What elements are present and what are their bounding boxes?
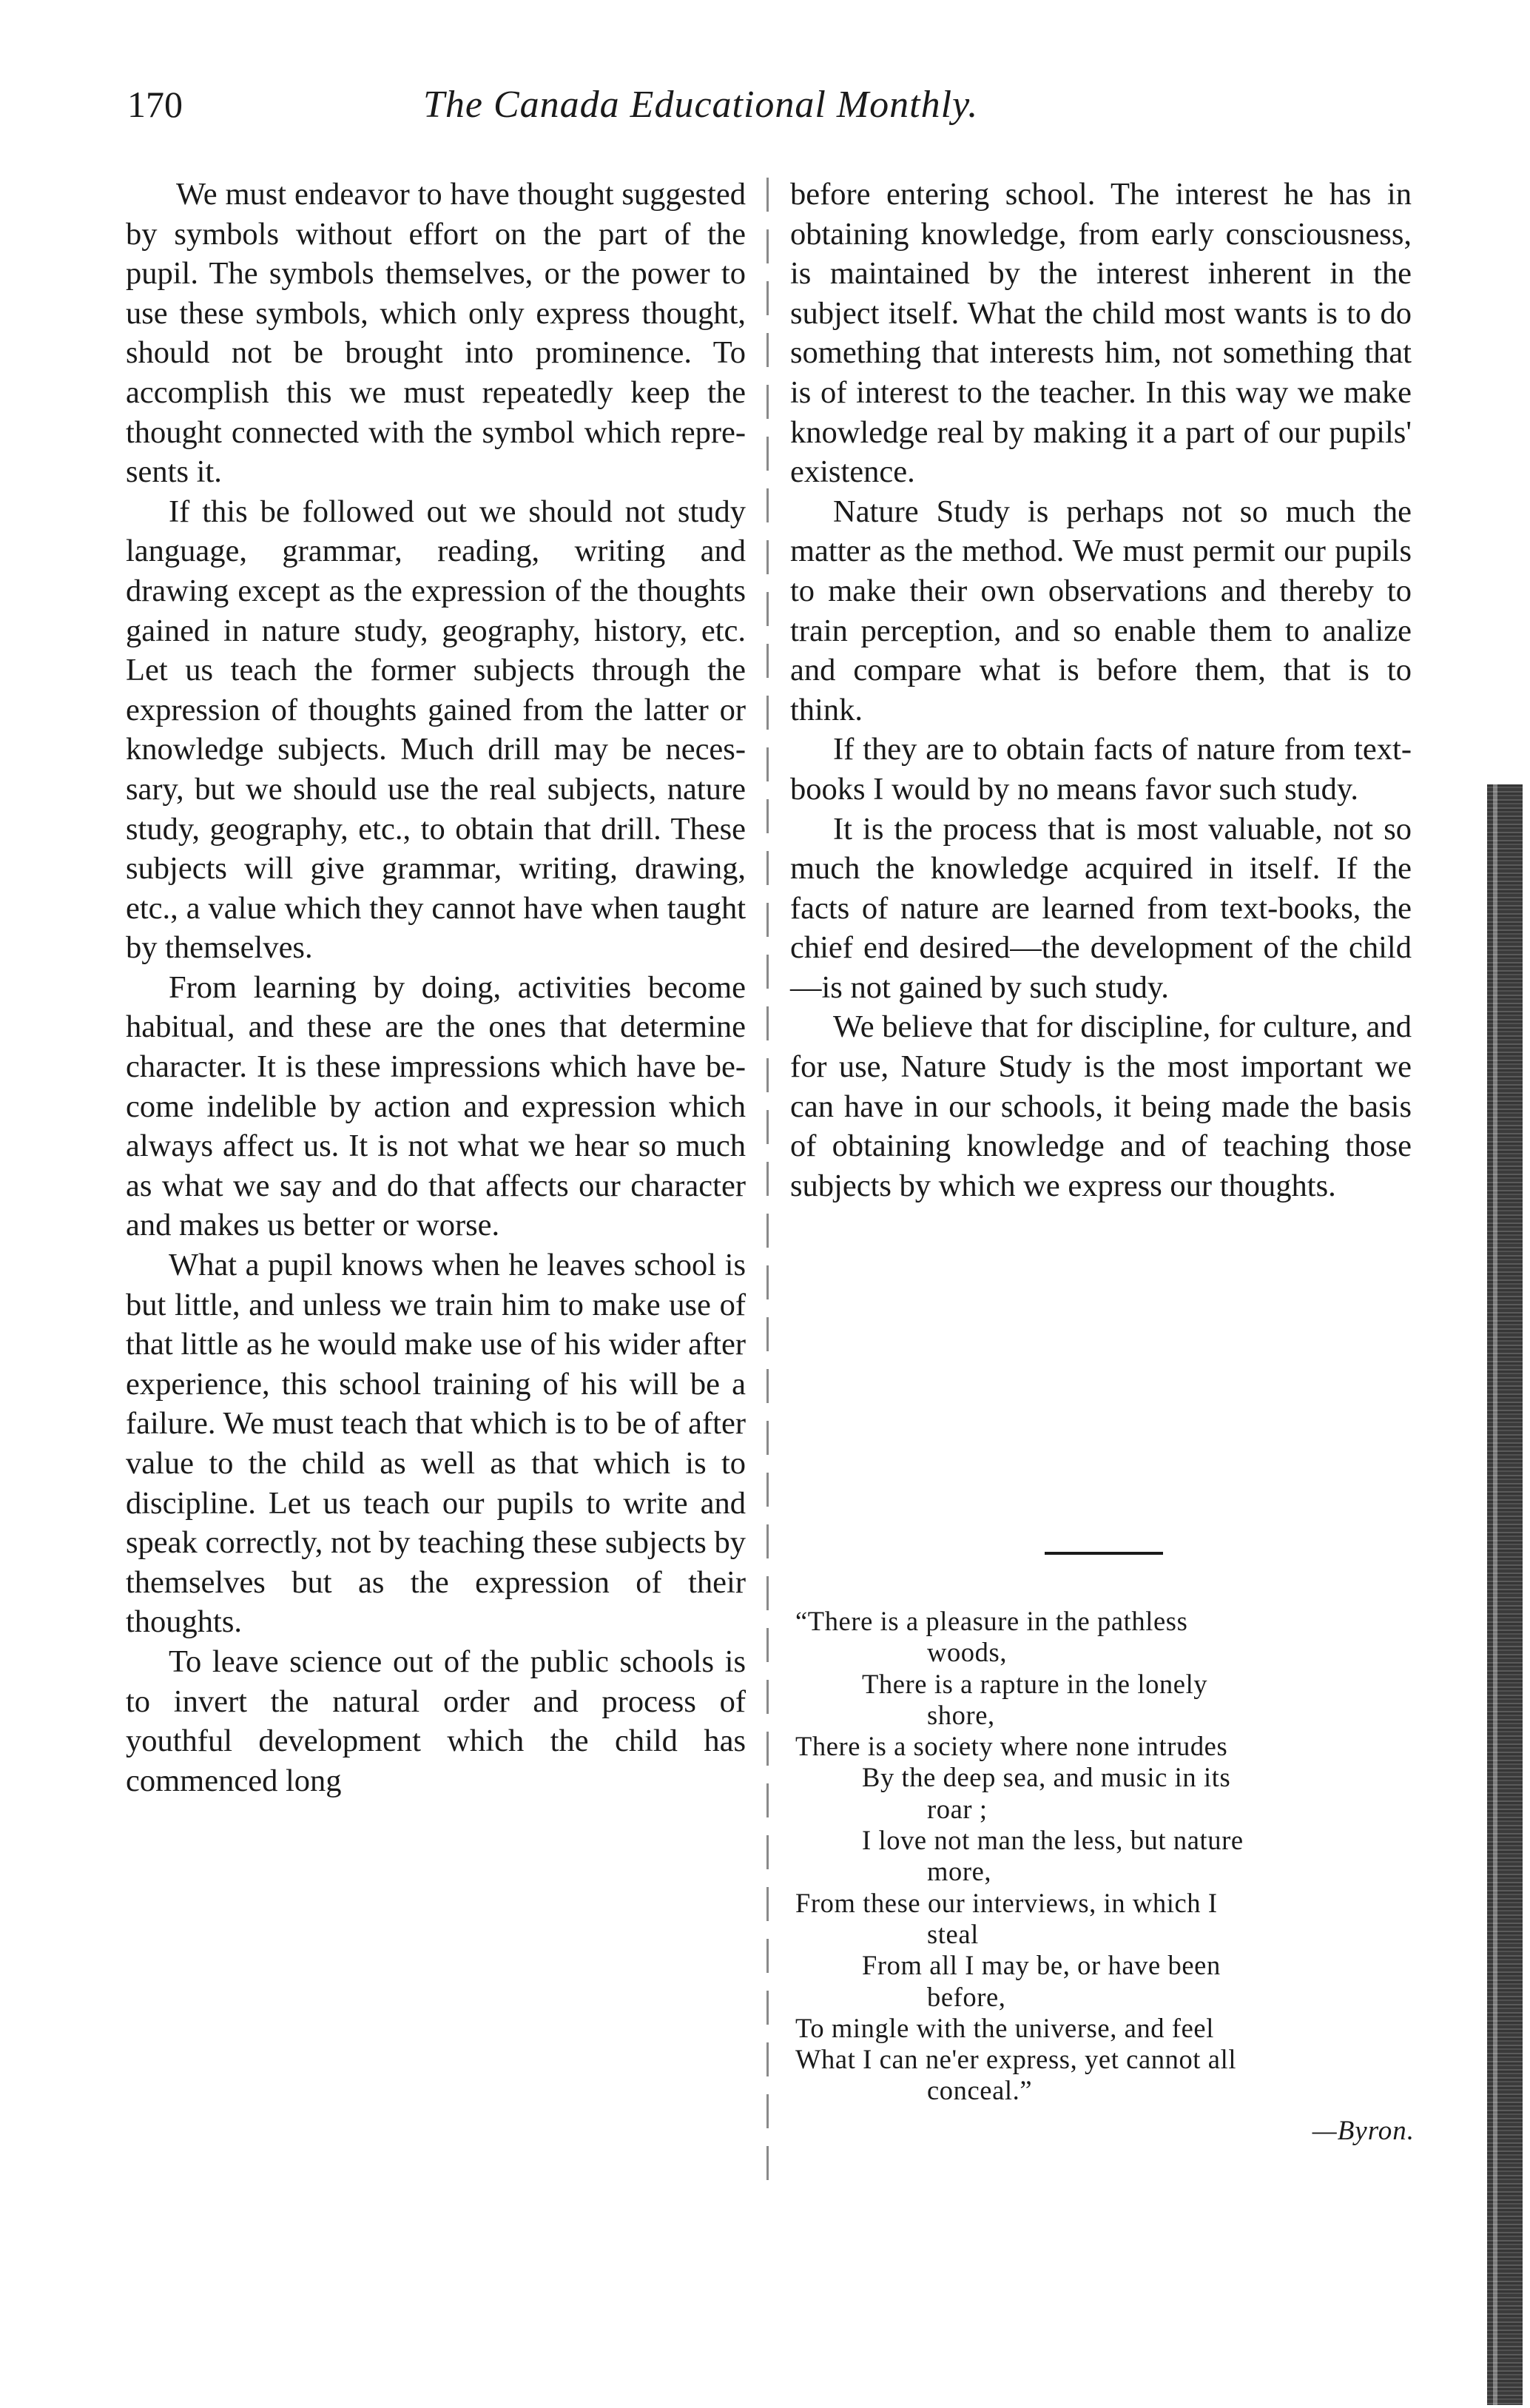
poem-line: shore, <box>927 1699 995 1730</box>
paragraph: We believe that for discipline, for culture, and for use, Nature Study is the most important we can have in our schools, it being made the basis of obtaining knowledge and of teaching those subjects by which we express our thoughts. <box>790 1009 1412 1203</box>
poem-line: To mingle with the universe, and feel <box>795 2012 1214 2043</box>
poem-line: There is a rapture in the lonely <box>862 1668 1208 1699</box>
paragraph: It is the process that is most valuable, not so much the knowledge acquired in itself. If the facts of nature are learned from text-books, the chief end desired—the development of the child—is not gained by such study. <box>790 811 1412 1005</box>
poem-line: before, <box>927 1981 1006 2012</box>
poem-quotation <box>795 1606 1424 2107</box>
running-title: The Canada Educational Monthly. <box>423 84 979 126</box>
paragraph-continued: before entering school. The interest he has in obtaining knowledge, from early consciousness, is maintained by the interest inherent in the subject itself. What the child most wants is to do something that interests him, not something that is of interest to the teacher. In this way we make knowledge real by making it a part of our pupils' existence. <box>790 177 1412 490</box>
paragraph: From learning by doing, activities become habitual, and these are the ones that determine character. It is these impressions which have become indelible by action and expression which always affect us. It is not what we hear so much as what we say and do that affects our character and makes us better or worse. <box>126 969 746 1243</box>
section-divider <box>1045 1552 1163 1555</box>
poem-line: conceal.” <box>927 2075 1033 2106</box>
paragraph: Nature Study is perhaps not so much the matter as the method. We must permit our pupils to make their own observations and thereby to train perception, and so enable them to analize and compare what is before them, that is to think. <box>790 494 1412 727</box>
poem-line: By the deep sea, and music in its <box>862 1762 1231 1793</box>
poem-line: roar ; <box>927 1793 988 1824</box>
poem-line: more, <box>927 1856 992 1887</box>
poem-line: steal <box>927 1918 979 1949</box>
page-header <box>127 83 1385 135</box>
poem-line: woods, <box>927 1637 1008 1668</box>
paragraph: What a pupil knows when he leaves school is but little, and unless we train him to make use of that little as he would make use of his wider after experience, this school training of his will be a failure. We must teach that which is to be of after value to the child as well as that which is to discipline. Let us teach our pupils to write and speak correctly, not by teaching these subjects by themselves but as the expression of their thoughts. <box>126 1248 746 1640</box>
poem-line: “There is a pleasure in the pathless <box>795 1606 1188 1636</box>
poem-line: From these our interviews, in which I <box>795 1887 1218 1918</box>
paragraph: We must endeavor to have thought suggested by symbols without effort on the part of the pupil. The symbols themselves, or the power to use these symbols, which only express thought, should not be brought into prominence. To accomplish this we must repeatedly keep the thought connected with the symbol which represents it. <box>126 177 746 490</box>
poem-attribution: —Byron. <box>1312 2116 1415 2146</box>
right-column <box>790 175 1412 1205</box>
poem-line: From all I may be, or have been <box>862 1950 1221 1981</box>
left-column <box>126 175 746 1800</box>
column-divider <box>766 178 769 2190</box>
paragraph: To leave science out of the public schools is to invert the natural order and process of youthful development which the child has commenced long <box>126 1644 746 1798</box>
poem-line: I love not man the less, but nature <box>862 1825 1244 1856</box>
paragraph: If this be followed out we should not study language, grammar, reading, writing and drawing except as the expression of the thoughts gained in nature study, geography, history, etc. Let us teach the former subjects through the expression of thoughts gained from the latter or knowledge subjects. Much drill may be necessary, but we should use the real subjects, nature study, geography, etc., to obtain that drill. These subjects will give grammar, writing, drawing, etc., a value which they cannot have when taught by themselves. <box>126 494 746 966</box>
page-number: 170 <box>127 84 183 125</box>
paragraph: If they are to obtain facts of nature from text-books I would by no means favor such study. <box>790 732 1412 807</box>
scan-edge-binding <box>1487 784 1523 2405</box>
poem-line: What I can ne'er express, yet cannot all <box>795 2044 1237 2075</box>
poem-line: There is a society where none intrudes <box>795 1731 1228 1762</box>
